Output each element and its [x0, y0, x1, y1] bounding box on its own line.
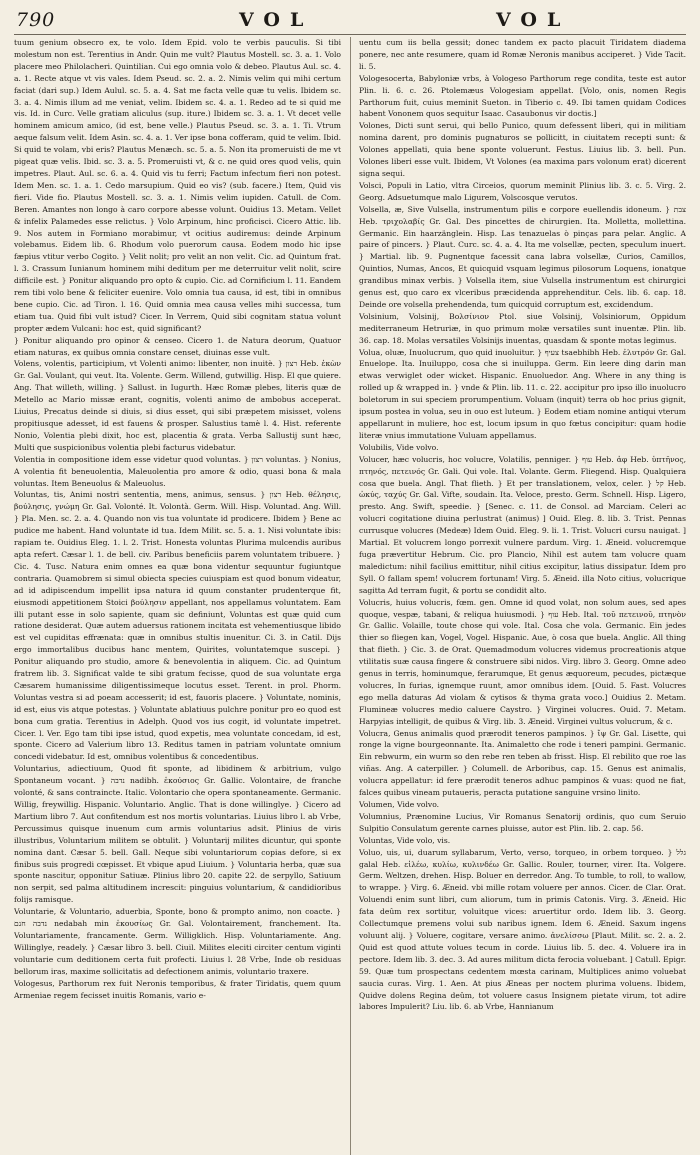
- entry-paragraph: Volones, Dicti sunt serui, qui bello Punico, quum defessent liberi, qui in militiam nomina darent, pro dominis pugnaturos se pollicitt, in ciuitatem recepti sunt: & Volones appellati, quia bene sponte voluerunt. Festus. Liuius lib. 3. bell. Pun. Volones liberi esse vult. Ibidem, Vt Volones (ea maxima pars volonum erat) dicerent signa sequi.: [359, 121, 686, 178]
- text-columns: [14, 37, 686, 1155]
- page-header: [14, 8, 686, 35]
- entry-paragraph: Volumnius, Prænomine Lucius, Vir Romanus Senatorij ordinis, quo cum Seruio Sulpitio Consulatum gerente carnes pluisse, autor est Plin. lib. 2. cap. 56.: [359, 811, 686, 833]
- entry-paragraph: tuum genium obsecro ex, te volo. Idem Epid. volo te verbis pauculis. Si tibi molestum non est. Terentius in Andr. Quin me vult? Plautus Mostell. sc. 3. a. 1. Volo placere meo Philolacheri. Quintilian. Cui ego omnia volo & debeo. Plautus Aul. sc. 4. a. 1. Recte atque vt vis vales. Idem Pseud. sc. 2. a. 2. Nimis velim qui mihi certum faciat (dari sup.) Idem Aulul. sc. 5. a. 4. Sat me facta velle quæ tu velis. Ibidem sc. 3. a. 4. Nimis illum ad me veniat, velim. Ibidem sc. 4. a. 1. Redeo ad te si quid me vis. Id. in Curc. Velle gratiam aliculus (sup. iture.) Ibidem sc. 3. a. 1. Vt decet velle hominem amicum amico, (id est, bene velle.) Plautus Pseud. sc. 3. a. 1. Ti. Vtrum aeque falsum velit. Idem Asin. sc. 4. a. 1. Ver ipse bona cofferam, quid te velim. Ibid. Si quid te volam, vbi eris? Plautus Menæch. sc. 5. a. 5. Non ita promeruisti de me vt pigeat quæ velis. Ibid. sc. 3. a. 5. Promeruisti vt, & c. ne quid ores quod velis, quin impetres. Plaut. Aul. sc. 6. a. 4. Quid vis tu ferri; Factum infectum fieri non potest. Idem Men. sc. 1. a. 1. Cedo marsupium. Quid eo vis? (sub. facere.) Item, Quid vis fieri. Vide fio. Plautus Mostell. sc. 3. a. 1. Nimis velim iupiden. Catull. de Com. Beren. Amantes non longo à caro corpore abesse volunt. Ouidius 13. Metam. Vellet & infelix Palamedes esse relictus. } Volo Arpinum, hinc proficisci. Cicero Attic. lib. 9. Nos autem in Formiano morabimur, vt ocitius audiremus: deinde Arpinum volebamus. Eidem lib. 6. Rhodum volo puerorum causa. Eodem modo hic ipse fæpius vtitur verbo Cogito. } Velit nolit; pro velit an non velit. Cic. ad Quintum frat. l. 3. Crassum Iunianum hominem mihi deditum per me deterruitur velit nolit, scire difficile est. } Ponitur aliquando pro opto & cupio. Cic. ad Cornificium l. 11. Eandem rem tibi volo bene & feliciter euenire. Volo omnia tua causa, id est, tibi in omnibus bene cupio. Cic. ad Tiron. l. 16. Quid omnia mea causa velles mihi successa, tum etiam tua. Quid fibi vult istud? Cicer. In Verrem, Quid sibi cognitam statua volunt propter ædem Vulcani: hoc est, quid significant?: [14, 38, 341, 333]
- entry-paragraph: Volsella, æ, Sive Vulsella, instrumentum pilis e corpore euellendis idoneum. } צבת Heb. τριχολαβίς Gr. Gal. Des pincettes de chirurgien. Ita. Molletta, mollettina. Germanic. Ein haarzänglein. Hisp. Las tenazuelas ò pinças para pelar. Anglic. A paire of pincers. } Plaut. Curc. sc. 4. a. 4. Ita me volsellæ, pecten, speculum inuert. } Martial. lib. 9. Pugnentque facessit cana labra volsellæ, Curios, Camillos, Quintios, Numas, Ancos, Et quicquid vsquam legimus pilosorum Loquens, ionatque grandibus minax verbis. } Volsella item, siue Vulsella instrumentum est chirurgici genus est, quo caro ex vlceribus præcidenda apprehenditur. Cels. lib. 6. cap. 18. Deinde ore volsella prehendenda, tum quicquid corruptum est, excidendum.: [359, 204, 686, 309]
- entry-paragraph: Vologesus, Parthorum rex fuit Neronis temporibus, & frater Tiridatis, quem quum Armeniae regem fecisset inuitis Romanis, vario e-: [14, 978, 341, 1000]
- page-number: 790: [16, 9, 56, 31]
- entry-paragraph: Volucris, huius volucris, fœm. gen. Omne id quod volat, non solum aues, sed apes quoque, vespæ, tabani, & reliqua huiusmodi. } עוף Heb. Ital. τοῦ πετεινοῦ, πτηνὸν Gr. Gallic. Volaille, toute chose qui vole. Ital. Cosa che vola. Germanic. Ein jedes thier so fliegen kan, Vogel, Vogel. Hispanic. Aue, ò cosa que buela. Anglic. All thing that flieth. } Cic. 3. de Orat. Quemadmodum volucres videmus procreationis atque vtilitatis suæ causa fingere & construere sibi nidos. Virg. libro 3. Georg. Omne adeo genus in terris, hominumque, ferarumque, Et genus æquoreum, pecudes, pictæque volucres, In furias, ignemque ruunt, amor omnibus idem. [Ouid. 5. Fast. Volucres ego mella daturas Ad violam & cytisos & thyma grata voco.] Ouidius 2. Metam. Flumineæ volucres medio caluere Caystro. } Virginei volucres. Ouid. 7. Metam. Harpyias intelligit, de quibus & Virg. lib. 3. Æneid. Virginei vultus volucrum, & c.: [359, 597, 686, 726]
- entry-paragraph: Volucra, Genus animalis quod prærodit teneros pampinos. } ἴψ Gr. Gal. Lisette, qui ronge la vigne bourgeonnante. Ita. Animaletto che rode i teneri pampini. Germanic. Ein rebwurm, ein wurm so den rebe ren teben ab frisst. Hisp. El rebilito que roe las viñas. Ang. A caterpiller. } Columell. de Arboribus, cap. 15. Genus est animalis, volucra appellatur: id fere prærodit teneros adhuc pampinos & vuas: quod ne fiat, falces quibus vineam putaueris, peracta putatione sanguine vrsino linito.: [359, 728, 686, 798]
- running-head-right: VOL: [496, 9, 571, 31]
- running-head-left: VOL: [239, 9, 314, 31]
- entry-paragraph: Volens, volentis, participium, vt Volenti animo: libenter, non inuitè. } רצון Heb. ἑκὼν Gr. Gal. Voulant, qui veut. Ita. Volente. Germ. Willend, gutwillig. Hisp. El que quiere. Ang. That willeth, willing. } Sallust. in Iugurth. Hæc Romæ plebes, literis quæ de Metello ac Mario missæ erant, cognitis, volenti animo de ambobus acceperat. Liuius, Precatus deinde si diuis, si dius esset, qui sibi præpetem misisset, volens propitiusque adesset, id est fauens & prosper. Salustius tamè l. 4. Hist. referente Nonio, Volentia plebi dixit, hoc est, placentia & grata. Verba Sallustij sunt hæc, Multi que suspicionibus volentia plebi facturus videbatur.: [14, 359, 341, 452]
- entry-paragraph: Volsci, Populi in Latio, vltra Circeios, quorum meminit Plinius lib. 3. c. 5. Virg. 2. Georg. Adsuetumque malo Ligurem, Volscosque verutos.: [359, 180, 686, 202]
- entry-paragraph: Volsinium, Volsinij, Βολσίνιον Ptol. siue Volsinij, Volsiniorum, Oppidum mediterraneum Hetruriæ, in quo primum molæ versatiles sunt inuentæ. Plin. lib. 36. cap. 18. Molas versatiles Volsinijs inuentas, quasdam & sponte motas legimus.: [359, 311, 686, 345]
- entry-paragraph: Volubilis, Vide volvo.: [359, 442, 439, 452]
- right-column: [359, 37, 686, 1155]
- entry-paragraph: Volua, oluæ, Inuolucrum, quo quid inuoluitur. } צעיף tsaebhibh Heb. ἐλυτρόν Gr. Gal. Enuelope. Ita. Inuiluppo, cosa che si inuiluppa. Germ. Ein leere ding darin man etwas verwiglet oder wicket. Hispanic. Enuoluedor. Ang. Where in any thing is rolled up & wrapped in. } vnde & Plin. lib. 11. c. 22. accipitur pro ipso illo inuolucro boletorum in sui speciem prorumpentium. Voluam (inquit) terra ob hoc prius gignit, ipsum postea in volua, seu in ouo est luteum. } Eodem etiam nomine antiqui vterum appellarunt in muliere, hoc est, locum ipsum in quo fœtus concipitur: quam hodie literæ vnius immutatione Vuluam appellamus.: [359, 347, 686, 440]
- entry-paragraph: uentu cum iis bella gessit; donec tandem ex pacto placuit Tiridatem diadema ponere, nec ante resumere, quam id Romæ Neronis manibus acciperet. } Vide Tacit. li. 5.: [359, 38, 686, 71]
- column-divider: [350, 37, 351, 1155]
- entry-paragraph: Volucer, hæc volucris, hoc volucre, Volatilis, penniger. } עוף Heb. ἀφ Heb. ὑπτῆνος, πτηνός, πετεινός Gr. Gali. Qui vole. Ital. Volante. Germ. Fliegend. Hisp. Qualquiera cosa que buela. Angl. That flieth. } Et per translationem, velox, celer. } קל Heb. ὠκύς, ταχύς Gr. Gal. Vifte, soudain. Ita. Veloce, presto. Germ. Schnell. Hisp. Ligero, presto. Ang. Swift, speedie. } [Senec. c. 11. de Consol. ad Marciam. Celeri ac volucri cogitatione diuina perlustrat (animus) ] Ouid. Eleg. 8. lib. 3. Trist. Pennas currusque volucres (Medeæ) Idem Ouid. Eleg. 9. li. 1. Trist. Volucri cursu nauigat. ] Martial. Et volucrem longo porrexit vulnere pardum. Virg. 1. Æneid. volucremque fuga prævertitur Hebrum. Cic. pro Plancio, Nihil est autem tam volucre quam maledictum: nihil facilius emittitur, nihil citius excipitur, latius dissipatur. Idem pro Syll. O fallam spem! volucrem fortunam! Virg. 5. Æneid. illa Noto citius, volucrique sagitta Ad terram fugit, & portu se condidit alto.: [359, 454, 686, 595]
- entry-paragraph: Voluntarie, & Voluntario, aduerbia, Sponte, bono & prompto animo, non coacte. } נדבה חנם nedabah min ἑκουσίως Gr. Gal. Volontairement, franchement. Ita. Voluntariamente, francamente. Germ. Willigklich. Hisp. Voluntariamente. Ang. Willinglye, readely. } Cæsar libro 3. bell. Ciuil. Milites eleciti circiter centum viginti voluntarie cum deditionem certa fuit profecti. Liuius l. 28 Vrbe, Inde ob residuas bellorum iras, maxime sollicitatis ad defectionem animis, voluntario traxere.: [14, 907, 341, 976]
- entry-paragraph: } Ponitur aliquando pro opinor & censeo. Cicero 1. de Natura deorum, Quatuor etiam naturas, ex quibus omnia constare censet, diuinas esse vult.: [14, 335, 341, 357]
- entry-paragraph: Voluntas, tis, Animi nostri sententia, mens, animus, sensus. } רצון Heb. θέλησις, βούλησις, γνώμη Gr. Gal. Volonté. It. Volontà. Germ. Will. Hisp. Voluntad. Ang. Will. } Pla. Men. sc. 2. a. 4. Quando non vis tua voluntate id prodicere. Ibidem } Bene ac pudice me habent. Hand voluntate id tua. Idem Milit. sc. 5. a. 1. Nisi voluntate ibis: rapiam te. Ouidius Eleg. 1. l. 2. Trist. Honesta voluntas Plurima mulcendis auribus apta refert. Cæsar l. 1. de bell. civ. Paribus beneficiis parem voluntatem tribuere. } Cic. 4. Tusc. Natura enim omnes ea quæ bona videntur sequuntur fugiuntque contraria. Quamobrem si simul obiecta species cuiuspiam est quod bonum videatur, ad id adipiscendum impellit ipsa natura id quum constanter prudenterque fit, eiusmodi appetitionem Stoici βούλησιν appellant, nos appellamus voluntatem. Eam illi putant esse in solo sapiente, quam sic definiunt, Voluntas est quæ quid cum ratione desiderat. Quæ autem aduersus rationem incitata est vehementiusque libido est vel cupiditas effrænata: quæ in omnibus stultis inuenitur. Ci. 3. in Catil. Dijs ergo immortalibus ducibus hanc mentem, Quirites, voluntatemque suscepi. } Ponitur aliquando pro studio, amore & benevolentia in aliquem. Cic. ad Quintum fratrem lib. 3. Significat valde te sibi gratum fecisse, quod de sua voluntate erga Cæsarem humanissime diligentissimeque locutus esset. Terent. in prol. Phorm. Voluntas vestra si ad poeam accesserit; id est, fauoris placere. } Voluntate, nominis, id est, eius vis atque potestas. } Voluntate ablatiuus pulchre ponitur pro eo quod est bona cum gratia. Terentius in Adelph. Quod vos ius cogit, id voluntate impetret. Cicer. l. Ver. Ego tam tibi ipse istud, quod expetis, mea voluntate concedam, id est, sponte. Cicero ad Valerium libro 13. Reditus tamen in patriam voluntate omnium concedi videbatur. Id est, omnibus volentibus & concedentibus.: [14, 490, 341, 762]
- entry-paragraph: Voluntarius, adiectiuum, Quod fit sponte, ad libidinem & arbitrium, vulgo Spontaneum vocant. } נדבה nadibh. ἑκούσιος Gr. Gallic. Volontaire, de franche volonté, & sans contraincte. Italic. Volontario che opera spontaneamente. Germanic. Willig, freywillig. Hispanic. Voluntario. Anglic. That is done willinglye. } Cicero ad Martium libro 7. Aut confitendum est nos mortis voluntarias. Liuius libro l. ab Vrbe, Percussimus quisque inuenum cum armis voluntarius adsit. Plinius de viris illustribus, Voluntarium militem se obtulit. } Voluntarij milites dicuntur, qui sponte nomina dant. Cæsar 5. bell. Gall. Neque sibi voluntariorum copias defore, si ex finibus suis progredi cœpisset. Et vbique apud Liuium. } Voluntaria herba, quæ sua sponte nascitur, opponitur Satiuæ. Plinius libro 20. capite 22. de serpyllo, Satiuum non serpit, sed palma altitudinem increscit: pinguius voluntarium, & candidioribus folijs ramisque.: [14, 764, 341, 905]
- entry-paragraph: Voluntas, Vide volo, vis.: [359, 835, 451, 845]
- entry-paragraph: Vologesocerta, Babyloniæ vrbs, à Vologeso Parthorum rege condita, teste est autor Plin. li. 6. c. 26. Ptolemæus Vologesiam appellat. [Volo, onis, nomen Regis Parthorum fuit, cuius meminit Sueton. in Tiberio c. 49. Ibi tamen quidam Codices habent Vononem quos sequitur Isaac. Casaubonus vir doctis.]: [359, 73, 686, 119]
- entry-paragraph: Volumen, Vide volvo.: [359, 800, 440, 809]
- left-column: [14, 37, 341, 1155]
- entry-paragraph: Volentia in compositione idem esse videtur quod voluntas. } רצון voluntas. } Nonius, A volentia fit beneuolentia, Maleuolentia pro amore & odio, quasi bona & mala voluntas. Item Beneuolus & Maleuolus.: [14, 454, 341, 488]
- entry-paragraph: Voluo, uis, ui, duarum syllabarum, Verto, verso, torqueo, in orbem torqueo. } גלל galal Heb. εἰλέω, κυλίω, κυλινδέω Gr. Gallic. Rouler, tourner, virer. Ita. Volgere. Germ. Weltzen, drehen. Hisp. Boluer en derredor. Ang. To tumble, to roll, to wallow, to wrappe. } Virg. 6. Æneid. vbi mille rotam voluere per annos. Cicer. de Clar. Orat. Voluendi enim sunt libri, cum aliorum, tum in primis Catonis. Virg. 3. Æneid. Hic fata deûm rex sortitur, voluitque vices: aruertitur ordo. Idem lib. 3. Georg. Collectumque premens volui sub naribus ignem. Idem 6. Æneid. Saxum ingens voluunt alij. } Voluere, cogitare, versare animo. ἀνελίσσω [Plaut. Milit. sc. 2. a. 2. Quid est quod attute volues tecum in corde. Liuius lib. 5. dec. 4. Voluere ira in pectore. Idem lib. 3. dec. 3. Ad aures militum dicta ferocia voluebant. ] Catull. Epigr. 59. Quæ tum prospectans cedentem mœsta carinam, Multiplices animo voluebat saucia curas. Virg. 1. Aen. At pius Æneas per noctem plurima voluens. Ibidem, Quidve dolens Regina deûm, tot voluere casus Insignem pietate virum, tot adire labores Impulerit? Liu. lib. 6. ab Vrbe, Hannianum: [359, 847, 686, 1012]
